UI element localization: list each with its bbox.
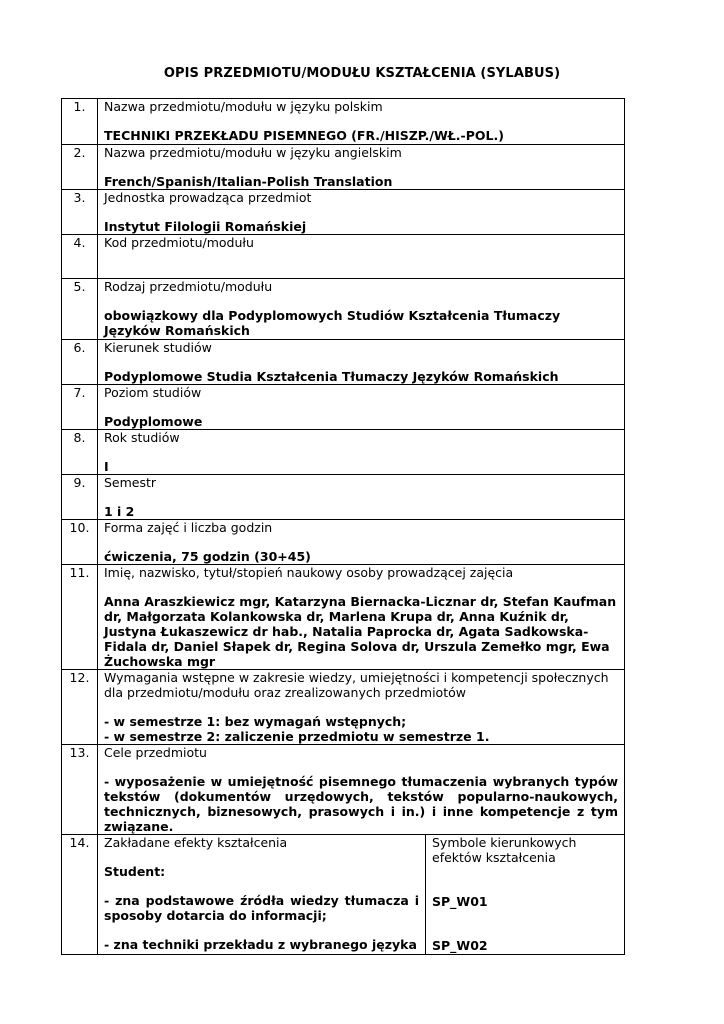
row-number: 5. [62,279,98,340]
row-number: 11. [62,565,98,670]
field-label: Kierunek studiów [104,340,212,355]
field-label: Wymagania wstępne w zakresie wiedzy, umiejętności i kompetencji społecznych dla przedmiotu/modułu oraz zrealizowanych przedmiotów [104,670,609,700]
row-content [98,745,625,835]
row-content [98,670,625,745]
field-label: Cele przedmiotu [104,745,207,760]
table-row [62,340,625,385]
row-content [98,340,625,385]
field-label: Semestr [104,475,157,490]
row-content [98,145,625,190]
effect-symbol: SP_W02 [432,938,488,953]
field-value: Anna Araszkiewicz mgr, Katarzyna Biernacka-Licznar dr, Stefan Kaufman dr, Małgorzata Kolankowska dr, Marlena Krupa dr, Anna Kuźnik dr, Justyna Łukaszewicz dr hab., Natalia Paprocka dr, Agata Sadkowska-Fidala dr, Daniel Słapek dr, Regina Solova dr, Urszula Zemełko mgr, Ewa Żuchowska mgr [104,594,617,669]
field-value: Instytut Filologii Romańskiej [104,219,307,234]
field-value: - wyposażenie w umiejętność pisemnego tłumaczenia wybranych typów tekstów (dokumentów urzędowych, tekstów popularno-naukowych, technicznych, biznesowych, prasowych i in.) i inne kompetencje z tym związane. [104,774,618,834]
document-title: OPIS PRZEDMIOTU/MODUŁU KSZTAŁCENIA (SYLABUS) [163,66,561,81]
field-value: - w semestrze 1: bez wymagań wstępnych; [104,714,407,729]
row-content [98,475,625,520]
row-number: 12. [62,670,98,745]
row-content [98,565,625,670]
row-content [98,279,625,340]
syllabus-table [61,98,625,955]
field-label: Kod przedmiotu/modułu [104,235,254,250]
row-number: 14. [62,835,98,955]
table-row [62,475,625,520]
field-label: Rok studiów [104,430,180,445]
table-row [62,190,625,235]
symbols-header: Symbole kierunkowych efektów kształcenia [432,835,577,865]
field-label: Jednostka prowadząca przedmiot [104,190,312,205]
table-row [62,565,625,670]
table-row [62,99,625,145]
row-content [98,190,625,235]
field-value: I [104,459,109,474]
table-row [62,520,625,565]
learning-effect: - zna podstawowe źródła wiedzy tłumacza i sposoby dotarcia do informacji; [104,893,419,923]
field-value: Podyplomowe [104,414,203,429]
field-label: Nazwa przedmiotu/modułu w języku angielskim [104,145,402,160]
field-value: TECHNIKI PRZEKŁADU PISEMNEGO (FR./HISZP./WŁ.-POL.) [104,128,504,143]
table-row [62,670,625,745]
row-content [98,385,625,430]
row-number: 9. [62,475,98,520]
table-row [62,745,625,835]
learning-effect: - zna techniki przekładu z wybranego języka [104,937,417,952]
row-number: 4. [62,235,98,279]
row-content [98,235,625,279]
field-label: Zakładane efekty kształcenia [104,835,288,850]
table-row [62,385,625,430]
row-number: 8. [62,430,98,475]
field-label: Rodzaj przedmiotu/modułu [104,279,273,294]
field-value: French/Spanish/Italian-Polish Translation [104,174,393,189]
table-row [62,835,625,955]
row-number: 7. [62,385,98,430]
row-content [98,430,625,475]
field-label: Nazwa przedmiotu/modułu w języku polskim [104,99,383,114]
row-number: 13. [62,745,98,835]
table-row [62,279,625,340]
table-row [62,235,625,279]
row-number: 2. [62,145,98,190]
field-value: - w semestrze 2: zaliczenie przedmiotu w semestrze 1. [104,729,490,744]
field-value: Podyplomowe Studia Kształcenia Tłumaczy Języków Romańskich [104,369,559,384]
field-value: 1 i 2 [104,504,135,519]
row-number: 10. [62,520,98,565]
symbols-cell [426,835,625,955]
row-content [98,520,625,565]
table-row [62,145,625,190]
table-row [62,430,625,475]
row-content [98,99,625,145]
field-label: Imię, nazwisko, tytuł/stopień naukowy osoby prowadzącej zajęcia [104,565,514,580]
field-value: obowiązkowy dla Podyplomowych Studiów Kształcenia Tłumaczy Języków Romańskich [104,308,561,338]
row-number: 6. [62,340,98,385]
field-label: Forma zajęć i liczba godzin [104,520,273,535]
row-content [98,835,426,955]
effect-symbol: SP_W01 [432,894,488,909]
student-label: Student: [104,864,166,879]
field-value: ćwiczenia, 75 godzin (30+45) [104,549,311,564]
row-number: 1. [62,99,98,145]
field-label: Poziom studiów [104,385,202,400]
row-number: 3. [62,190,98,235]
